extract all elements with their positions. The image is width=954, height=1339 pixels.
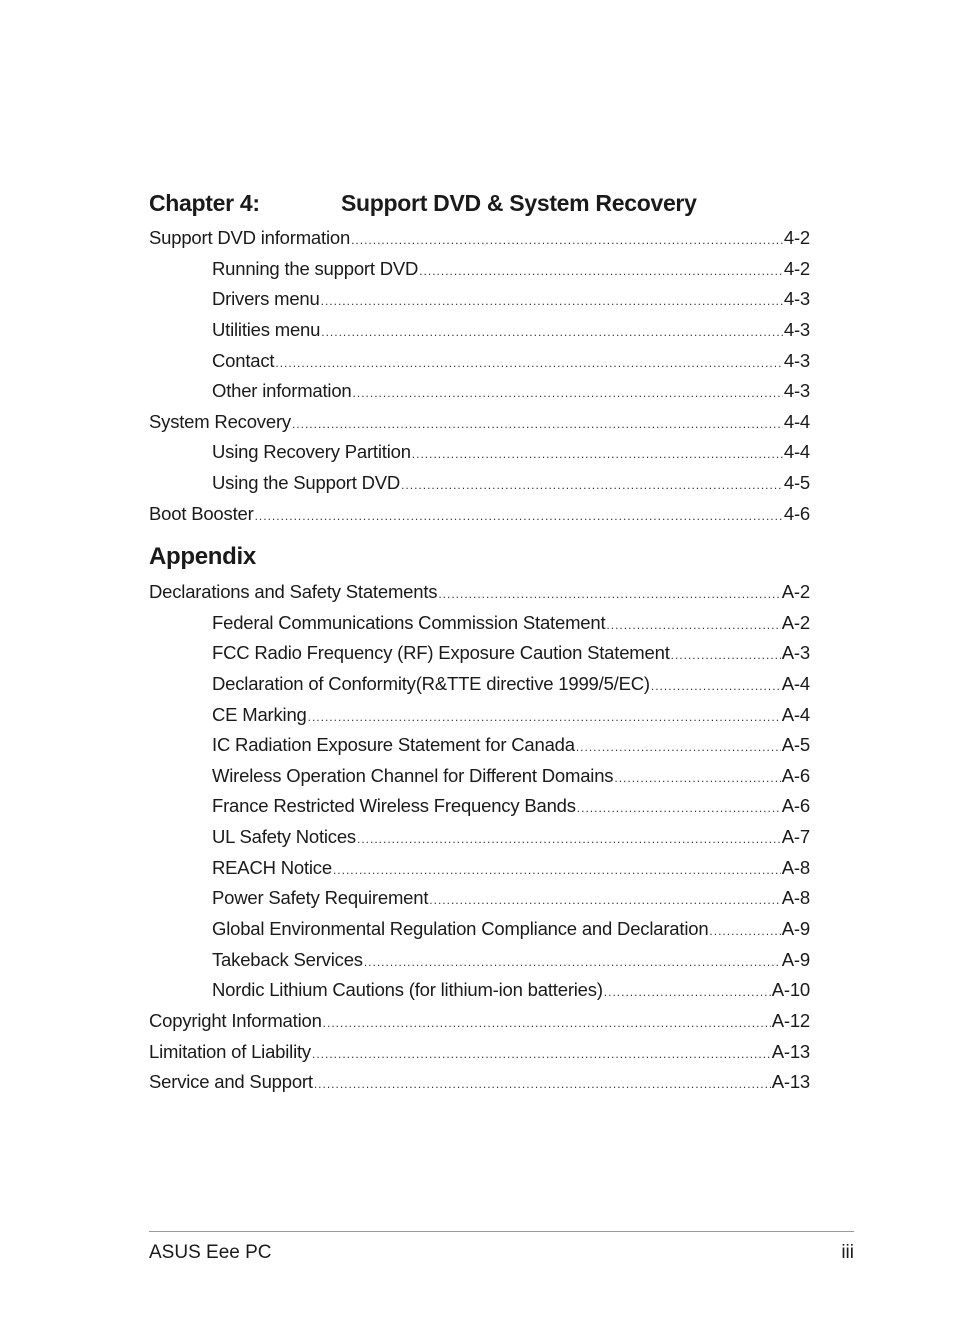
toc-entry-title: Service and Support (149, 1071, 313, 1093)
toc-entry[interactable] (149, 346, 810, 377)
toc-entry-page: A-6 (781, 795, 810, 817)
toc-entry-title: CE Marking (212, 703, 307, 725)
dot-leader (401, 470, 783, 501)
toc-entry-title: Limitation of Liability (149, 1040, 311, 1062)
dot-leader (651, 671, 781, 702)
toc-entry-title: Using the Support DVD (212, 472, 401, 494)
toc-entry-title: Federal Communications Commission Statement (212, 611, 606, 633)
toc-entry-page: A-10 (771, 979, 810, 1001)
toc-entry-page: A-3 (781, 642, 810, 664)
toc-entry-page: A-8 (781, 856, 810, 878)
toc-entry[interactable] (149, 914, 810, 945)
dot-leader (671, 640, 781, 671)
dot-leader (353, 378, 783, 409)
footer-page-number: iii (841, 1242, 854, 1263)
dot-leader (323, 1008, 771, 1039)
toc-entry-page: 4-3 (783, 349, 810, 371)
toc-entry[interactable] (149, 791, 810, 822)
dot-leader (709, 916, 780, 947)
toc-entry-page: A-2 (781, 581, 810, 602)
toc-entry-page: 4-3 (783, 318, 810, 340)
toc-entry[interactable] (149, 883, 810, 914)
toc-entry-title: Using Recovery Partition (212, 441, 411, 463)
toc-entry-title: Declaration of Conformity(R&TTE directive 1999/5/EC) (212, 672, 650, 694)
toc-entry-page: 4-3 (783, 288, 810, 310)
chapter-4-toc (149, 223, 810, 529)
toc-entry-title: Utilities menu (212, 318, 321, 340)
toc-entry[interactable] (149, 700, 810, 731)
toc-entry[interactable] (149, 975, 810, 1006)
toc-entry[interactable] (149, 254, 810, 285)
toc-entry[interactable] (149, 761, 810, 792)
footer-product-name: ASUS Eee PC (149, 1242, 272, 1263)
toc-entry-page: 4-6 (783, 502, 810, 524)
toc-entry[interactable] (149, 223, 810, 254)
toc-entry-page: 4-4 (783, 441, 810, 463)
dot-leader (308, 702, 781, 733)
toc-entry-title: France Restricted Wireless Frequency Bands (212, 795, 576, 817)
toc-entry[interactable] (149, 730, 810, 761)
toc-entry-page: A-12 (771, 1009, 810, 1031)
toc-entry-page: A-7 (781, 826, 810, 848)
toc-entry-title: UL Safety Notices (212, 826, 356, 848)
toc-entry-title: Global Environmental Regulation Compliance and Declaration (212, 918, 709, 940)
toc-entry-page: 4-2 (783, 227, 810, 248)
toc-entry-page: 4-3 (783, 380, 810, 402)
toc-entry[interactable] (149, 499, 810, 530)
toc-entry-page: 4-2 (783, 257, 810, 279)
toc-entry-title: Declarations and Safety Statements (149, 581, 438, 602)
toc-entry[interactable] (149, 945, 810, 976)
toc-entry-page: A-9 (781, 918, 810, 940)
toc-entry[interactable] (149, 1006, 810, 1037)
toc-entry[interactable] (149, 376, 810, 407)
toc-entry-page: A-6 (781, 764, 810, 786)
toc-entry[interactable] (149, 638, 810, 669)
toc-entry-page: A-13 (771, 1071, 810, 1093)
toc-entry-title: Nordic Lithium Cautions (for lithium-ion batteries) (212, 979, 603, 1001)
dot-leader (321, 317, 783, 348)
toc-entry[interactable] (149, 1037, 810, 1068)
toc-entry-title: Drivers menu (212, 288, 320, 310)
dot-leader (255, 501, 783, 532)
toc-entry-title: Other information (212, 380, 352, 402)
toc-entry-page: A-4 (781, 703, 810, 725)
dot-leader (314, 1069, 771, 1100)
dot-leader (333, 855, 781, 886)
dot-leader (292, 409, 783, 440)
toc-entry-title: Wireless Operation Channel for Different Domains (212, 764, 614, 786)
toc-entry[interactable] (149, 577, 810, 608)
dot-leader (576, 732, 781, 763)
dot-leader (364, 947, 781, 978)
toc-entry[interactable] (149, 315, 810, 346)
dot-leader (419, 256, 783, 287)
toc-entry-page: A-13 (771, 1040, 810, 1062)
toc-entry-page: 4-5 (783, 472, 810, 494)
toc-entry-title: Support DVD information (149, 227, 351, 248)
dot-leader (412, 439, 783, 470)
toc-entry[interactable] (149, 468, 810, 499)
chapter-number: Chapter 4: (149, 190, 260, 216)
toc-entry[interactable] (149, 284, 810, 315)
appendix-heading: Appendix (149, 543, 256, 570)
toc-entry-title: Takeback Services (212, 948, 363, 970)
toc-entry-title: System Recovery (149, 410, 291, 432)
toc-entry[interactable] (149, 853, 810, 884)
toc-entry[interactable] (149, 407, 810, 438)
toc-entry[interactable] (149, 608, 810, 639)
dot-leader (438, 579, 780, 610)
dot-leader (312, 1039, 771, 1070)
toc-entry-title: Boot Booster (149, 502, 254, 524)
toc-entry-title: FCC Radio Frequency (RF) Exposure Caution Statement (212, 642, 670, 664)
dot-leader (357, 824, 781, 855)
toc-entry-title: Power Safety Requirement (212, 887, 429, 909)
toc-entry[interactable] (149, 1067, 810, 1098)
toc-entry-page: A-8 (781, 887, 810, 909)
dot-leader (577, 793, 781, 824)
toc-entry-page: A-2 (781, 611, 810, 633)
footer-divider (149, 1231, 854, 1232)
toc-entry[interactable] (149, 669, 810, 700)
dot-leader (606, 610, 780, 641)
toc-entry-title: IC Radiation Exposure Statement for Canada (212, 734, 575, 756)
dot-leader (275, 348, 783, 379)
toc-entry-page: A-9 (781, 948, 810, 970)
toc-entry-page: A-4 (781, 672, 810, 694)
dot-leader (321, 286, 783, 317)
toc-entry-page: 4-4 (783, 410, 810, 432)
dot-leader (604, 977, 771, 1008)
toc-entry-title: Running the support DVD (212, 257, 419, 279)
toc-entry-title: REACH Notice (212, 856, 332, 878)
toc-entry-title: Contact (212, 349, 275, 371)
toc-entry-title: Copyright Information (149, 1009, 322, 1031)
toc-entry[interactable] (149, 437, 810, 468)
toc-entry[interactable] (149, 822, 810, 853)
chapter-title: Support DVD & System Recovery (341, 190, 697, 216)
chapter-4-heading (149, 186, 810, 220)
appendix-toc (149, 577, 810, 1098)
dot-leader (614, 763, 780, 794)
dot-leader (429, 885, 781, 916)
dot-leader (351, 225, 783, 256)
toc-entry-page: A-5 (781, 734, 810, 756)
